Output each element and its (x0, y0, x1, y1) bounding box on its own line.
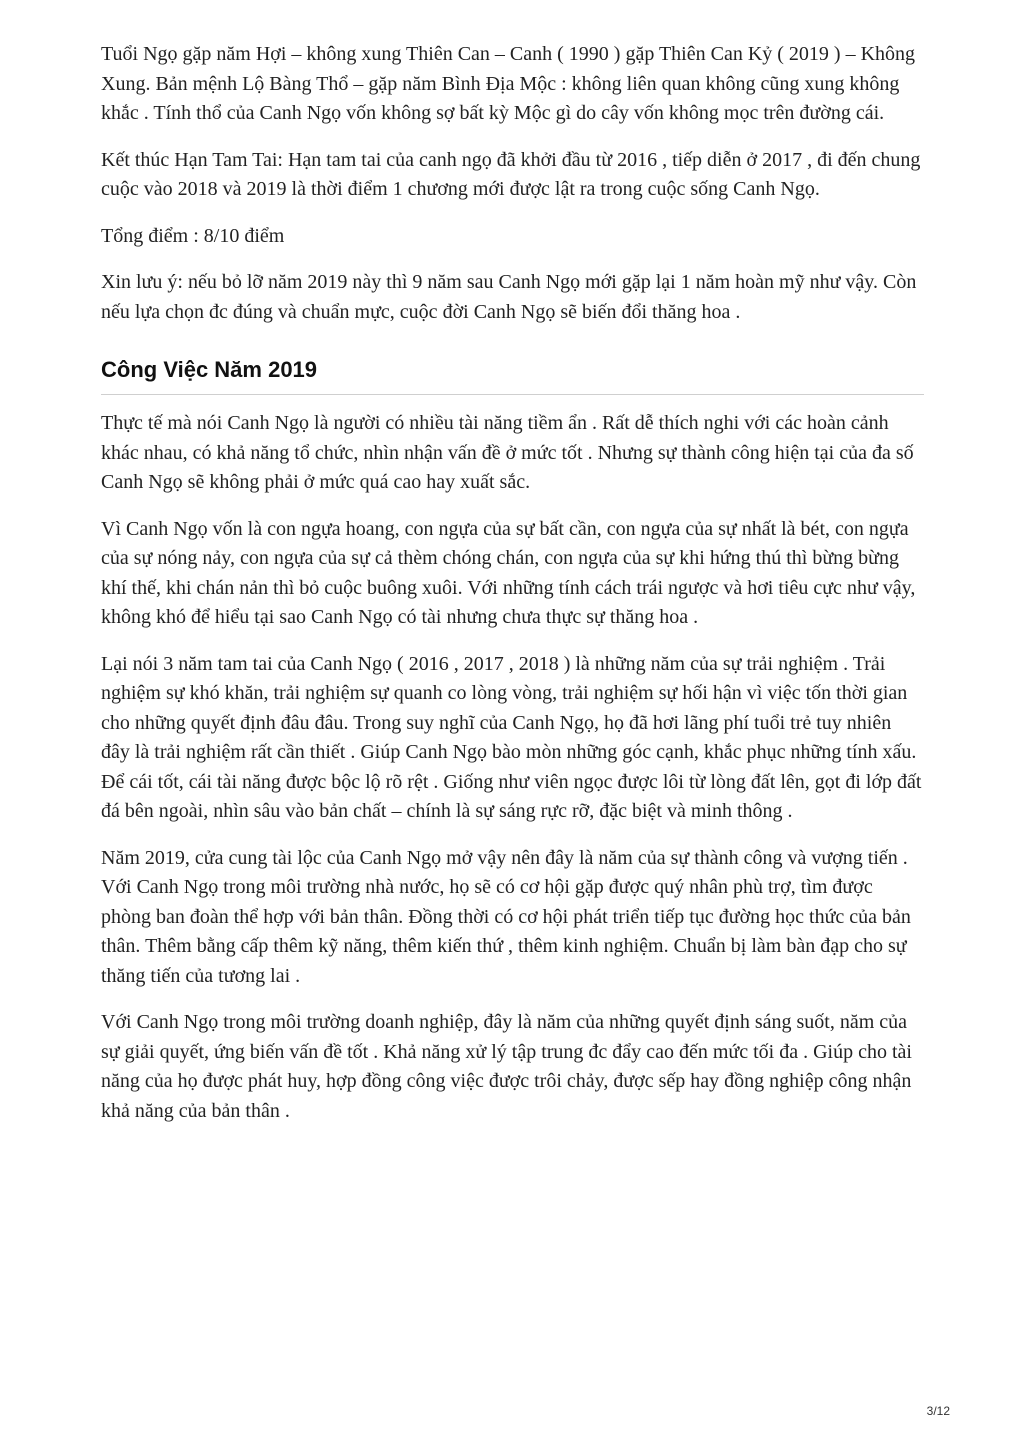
section-paragraph: Thực tế mà nói Canh Ngọ là người có nhiều tài năng tiềm ẩn . Rất dễ thích nghi với các hoàn cảnh khác nhau, có khả năng tổ chức, nhìn nhận vấn đề ở mức tốt . Nhưng sự thành công hiện tại của đa số Canh Ngọ sẽ không phải ở mức quá cao hay xuất sắc. (101, 412, 914, 493)
section-paragraph: Vì Canh Ngọ vốn là con ngựa hoang, con ngựa của sự bất cần, con ngựa của sự nhất là bét, con ngựa của sự nóng nảy, con ngựa của sự cả thèm chóng chán, con ngựa của sự khi hứng thú thì bừng bừng khí thế, khi chán nản thì bỏ cuộc buông xuôi. Với những tính cách trái ngược và hơi tiêu cực như vậy, không khó để hiểu tại sao Canh Ngọ có tài nhưng chưa thực sự thăng hoa . (101, 517, 916, 628)
page-number: 3/12 (926, 1404, 950, 1418)
intro-paragraph: Kết thúc Hạn Tam Tai: Hạn tam tai của canh ngọ đã khởi đầu từ 2016 , tiếp diễn ở 2017 , đi đến chung cuộc vào 2018 và 2019 là thời điểm 1 chương mới được lật ra trong cuộc sống Canh Ngọ. (101, 148, 921, 200)
intro-paragraph: Tuổi Ngọ gặp năm Hợi – không xung Thiên Can – Canh ( 1990 ) gặp Thiên Can Kỷ ( 2019 ) – Không Xung. Bản mệnh Lộ Bàng Thổ – gặp năm Bình Địa Mộc : không liên quan không cũng xung không khắc . Tính thổ của Canh Ngọ vốn không sợ bất kỳ Mộc gì do cây vốn không mọc trên đường cái. (101, 43, 916, 124)
section-paragraph: Với Canh Ngọ trong môi trường doanh nghiệp, đây là năm của những quyết định sáng suốt, năm của sự giải quyết, ứng biến vấn đề tốt . Khả năng xử lý tập trung đc đẩy cao đến mức tối đa . Giúp cho tài năng của họ được phát huy, hợp đồng công việc được trôi chảy, được sếp hay đồng nghiệp công nhận khả năng của bản thân . (101, 1011, 912, 1122)
section-heading: Công Việc Năm 2019 (101, 355, 924, 395)
section-paragraph: Lại nói 3 năm tam tai của Canh Ngọ ( 2016 , 2017 , 2018 ) là những năm của sự trải nghiệm . Trải nghiệm sự khó khăn, trải nghiệm sự quanh co lòng vòng, trải nghiệm sự hối hận vì việc tốn thời gian cho những quyết định đâu đâu. Trong suy nghĩ của Canh Ngọ, họ đã hơi lãng phí tuổi trẻ tuy nhiên đây là trải nghiệm rất cần thiết . Giúp Canh Ngọ bào mòn những góc cạnh, khắc phục những tính xấu. Để cái tốt, cái tài năng được bộc lộ rõ rệt . Giống như viên ngọc được lôi từ lòng đất lên, gọt đi lớp đất đá bên ngoài, nhìn sâu vào bản chất – chính là sự sáng rực rỡ, đặc biệt và minh thông . (101, 652, 922, 822)
intro-paragraph: Xin lưu ý: nếu bỏ lỡ năm 2019 này thì 9 năm sau Canh Ngọ mới gặp lại 1 năm hoàn mỹ như vậy. Còn nếu lựa chọn đc đúng và chuẩn mực, cuộc đời Canh Ngọ sẽ biến đổi thăng hoa . (101, 271, 917, 323)
section-paragraph: Năm 2019, cửa cung tài lộc của Canh Ngọ mở vậy nên đây là năm của sự thành công và vượng tiến . Với Canh Ngọ trong môi trường nhà nước, họ sẽ có cơ hội gặp được quý nhân phù trợ, tìm được phòng ban đoàn thể hợp với bản thân. Đồng thời có cơ hội phát triển tiếp tục đường học thức của bản thân. Thêm bằng cấp thêm kỹ năng, thêm kiến thứ , thêm kinh nghiệm. Chuẩn bị làm bàn đạp cho sự thăng tiến của tương lai . (101, 846, 911, 987)
document-page (101, 40, 924, 1143)
intro-paragraph-score: Tổng điểm : 8/10 điểm (101, 224, 285, 247)
